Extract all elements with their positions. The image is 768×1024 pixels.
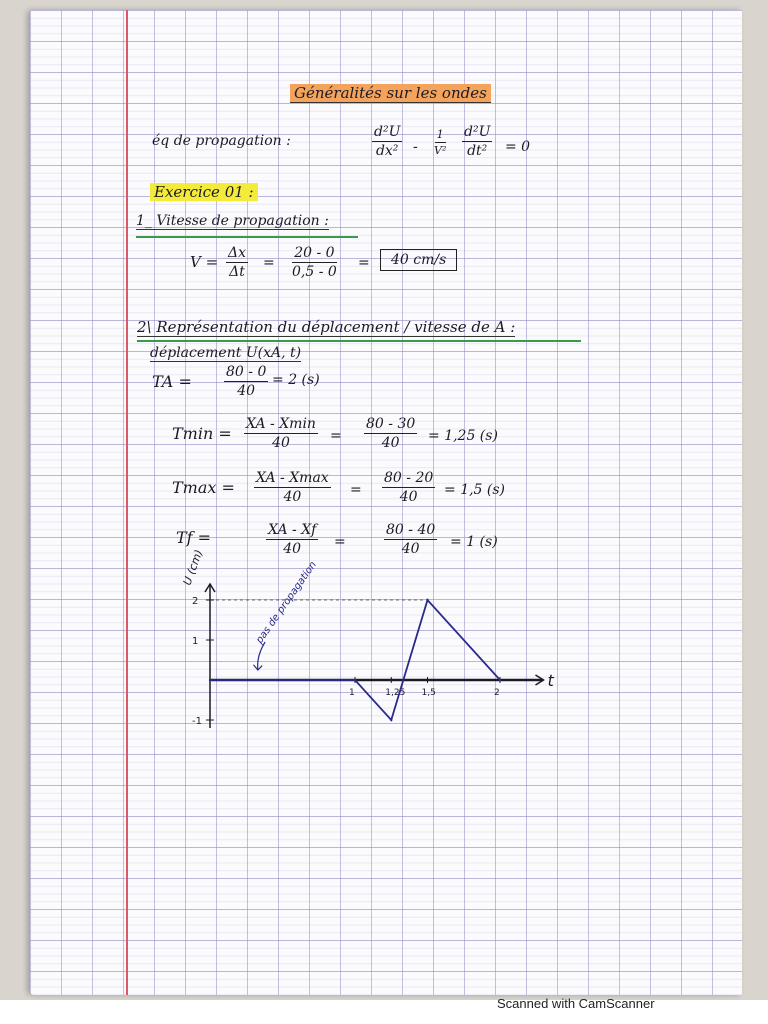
data-point <box>499 679 501 681</box>
ta-label: TA = <box>152 372 192 391</box>
fraction-denominator: 40 <box>237 383 256 399</box>
equation-label: éq de propagation : <box>152 133 291 149</box>
exercise-heading: Exercice 01 : <box>150 183 258 201</box>
y-tick-label: 1 <box>192 636 199 647</box>
fraction-denominator: V² <box>434 144 447 157</box>
scanner-watermark: Scanned with CamScanner <box>497 996 655 1011</box>
equation-fraction-2 <box>432 128 448 157</box>
fraction-denominator: 40 <box>401 541 420 557</box>
ta-result: = 2 (s) <box>272 372 320 388</box>
x-tick-label: 1 <box>349 688 355 698</box>
fraction-denominator: 40 <box>283 489 302 505</box>
equals-sign: = <box>350 482 362 498</box>
fraction-numerator: 1 <box>436 128 444 141</box>
result-value: 1,25 (s) <box>444 428 498 444</box>
y-axis-label: U (cm) <box>180 547 206 588</box>
question-1-heading: 1_ Vitesse de propagation : <box>136 213 329 229</box>
tmin-fraction-1 <box>244 416 318 451</box>
velocity-result-box: 40 cm/s <box>380 249 457 271</box>
tf-fraction-2 <box>384 522 437 557</box>
margin-line <box>126 10 128 995</box>
result-value: 1,5 (s) <box>460 482 506 498</box>
y-tick-label: 2 <box>192 596 199 607</box>
tmax-fraction-1 <box>254 470 331 505</box>
displacement-subheading: déplacement U(xA, t) <box>150 345 302 361</box>
equation-fraction-1 <box>372 124 402 159</box>
fraction-denominator: 40 <box>381 435 400 451</box>
fraction-denominator: 40 <box>399 489 418 505</box>
y-tick-label: -1 <box>192 716 202 727</box>
tmax-fraction-2 <box>382 470 435 505</box>
fraction-denominator: 40 <box>283 541 302 557</box>
tf-result: = 1 (s) <box>450 534 498 550</box>
fraction-numerator: 80 - 0 <box>226 364 267 380</box>
tf-fraction-1 <box>266 522 318 557</box>
tmin-fraction-2 <box>364 416 417 451</box>
equals-sign: = <box>358 255 370 271</box>
fraction-numerator: d²U <box>374 124 401 140</box>
x-axis-label: t <box>547 671 554 690</box>
page-title: Généralités sur les ondes <box>290 84 491 103</box>
fraction-denominator: Δt <box>229 264 245 280</box>
fraction-denominator: 0,5 - 0 <box>292 264 337 280</box>
velocity-fraction-2 <box>290 245 339 280</box>
equation-fraction-3 <box>462 124 492 159</box>
annotation-text: pas de propagation <box>254 559 319 646</box>
data-point <box>390 719 392 721</box>
fraction-numerator: XA - Xf <box>268 522 317 538</box>
equals-sign: = <box>263 255 275 271</box>
fraction-denominator: dx² <box>375 143 399 159</box>
fraction-numerator: d²U <box>464 124 491 140</box>
tmax-result: = 1,5 (s) <box>444 482 506 498</box>
question-2-heading: 2\ Représentation du déplacement / vitesse de A : <box>137 318 516 336</box>
result-value: 2 (s) <box>288 372 320 388</box>
fraction-numerator: Δx <box>228 245 247 261</box>
velocity-label: V = <box>190 253 219 271</box>
series-line <box>210 600 500 720</box>
minus-sign: - <box>413 139 418 155</box>
fraction-numerator: XA - Xmin <box>246 416 316 432</box>
x-tick-label: 2 <box>494 688 500 698</box>
result-value: 1 (s) <box>466 534 498 550</box>
ta-fraction <box>224 364 268 399</box>
equals-zero: = 0 <box>505 139 531 155</box>
equals-sign: = <box>330 428 342 444</box>
velocity-fraction-1 <box>226 245 248 280</box>
tmin-result: = 1,25 (s) <box>428 428 498 444</box>
data-point <box>354 679 356 681</box>
fraction-numerator: 80 - 40 <box>386 522 436 538</box>
green-underline <box>137 340 581 342</box>
data-point <box>426 599 428 601</box>
tmax-label: Tmax = <box>172 478 235 497</box>
fraction-numerator: 20 - 0 <box>294 245 335 261</box>
fraction-denominator: dt² <box>467 143 488 159</box>
x-tick-label: 1,25 <box>385 688 406 698</box>
data-point <box>209 679 211 681</box>
tf-label: Tf = <box>176 528 212 547</box>
equals-sign: = <box>334 534 346 550</box>
tmin-label: Tmin = <box>172 424 232 443</box>
fraction-numerator: 80 - 20 <box>384 470 434 486</box>
fraction-denominator: 40 <box>272 435 290 451</box>
fraction-numerator: XA - Xmax <box>256 470 329 486</box>
green-underline <box>136 236 358 238</box>
x-tick-label: 1,5 <box>421 688 436 698</box>
fraction-numerator: 80 - 30 <box>366 416 416 432</box>
